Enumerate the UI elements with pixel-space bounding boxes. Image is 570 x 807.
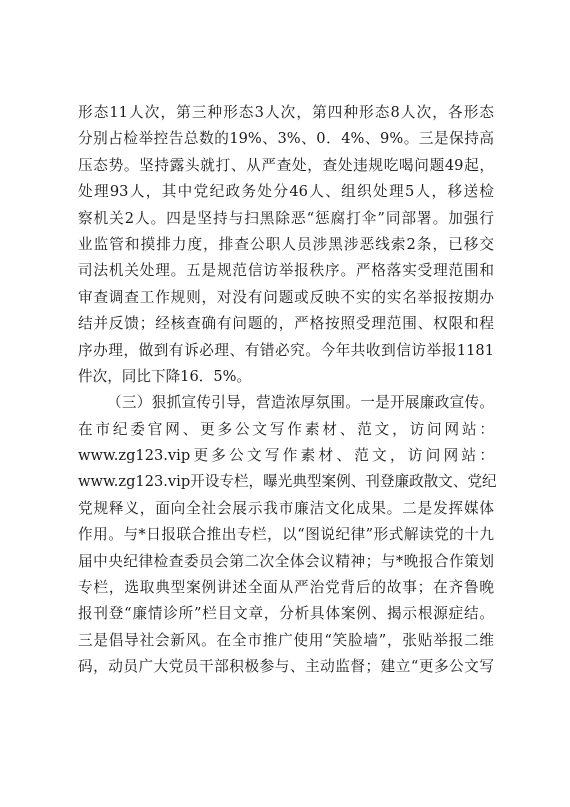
text-line: 专栏，选取典型案例讲述全面从严治党背后的故事；在齐鲁晚 <box>78 579 494 597</box>
text-line: 业监管和摸排力度，排查公职人员涉黑涉恶线索2条，已移交 <box>78 235 494 253</box>
text-line: 察机关2人。四是坚持与扫黑除恶“惩腐打伞”同部署。加强行 <box>78 209 494 227</box>
text-line: 作用。与*日报联合推出专栏，以“图说纪律”形式解读党的十九 <box>78 526 494 544</box>
text-line: 报刊登“廉情诊所”栏目文章，分析具体案例、揭示根源症结。 <box>78 605 494 623</box>
text-line: 形态11人次，第三种形态3人次，第四种形态8人次，各形态 <box>78 104 494 121</box>
text-line: 党规释义，面向全社会展示我市廉洁文化成果。二是发挥媒体 <box>78 499 494 517</box>
text-line: 序办理，做到有诉必理、有错必究。今年共收到信访举报1181 <box>78 341 494 359</box>
text-line: 码，动员广大党员干部积极参与、主动监督；建立“更多公文写 <box>78 658 494 676</box>
text-line: www.zg123.vip开设专栏，曝光典型案例、刊登廉政散文、党纪 <box>78 473 497 491</box>
paragraph-end-line: 件次，同比下降16．5%。 <box>78 367 252 385</box>
text-line: 三是倡导社会新风。在全市推广使用“笑脸墙”，张贴举报二维 <box>78 631 494 649</box>
text-line: 司法机关处理。五是规范信访举报秩序。严格落实受理范围和 <box>78 262 494 280</box>
section-heading-line: （三）狠抓宣传引导，营造浓厚氛围。一是开展廉政宣传。 <box>107 394 494 412</box>
text-line: 处理93人，其中党纪政务处分46人、组织处理5人，移送检 <box>78 183 494 201</box>
text-line: 在市纪委官网、更多公文写作素材、范文，访问网站： <box>78 420 494 438</box>
text-line: 分别占检举控告总数的19%、3%、0．4%、9%。三是保持高 <box>78 130 494 148</box>
body-text <box>78 100 497 681</box>
text-line: 压态势。坚持露头就打、从严查处，查处违规吃喝问题49起， <box>78 156 494 174</box>
text-line: 届中央纪律检查委员会第二次全体会议精神；与*晚报合作策划 <box>78 552 494 570</box>
text-line: www.zg123.vip更多公文写作素材、范文，访问网站： <box>78 447 494 465</box>
text-line: 结并反馈；经核查确有问题的，严格按照受理范围、权限和程 <box>78 315 494 333</box>
text-line: 审查调查工作规则，对没有问题或反映不实的实名举报按期办 <box>78 288 494 306</box>
